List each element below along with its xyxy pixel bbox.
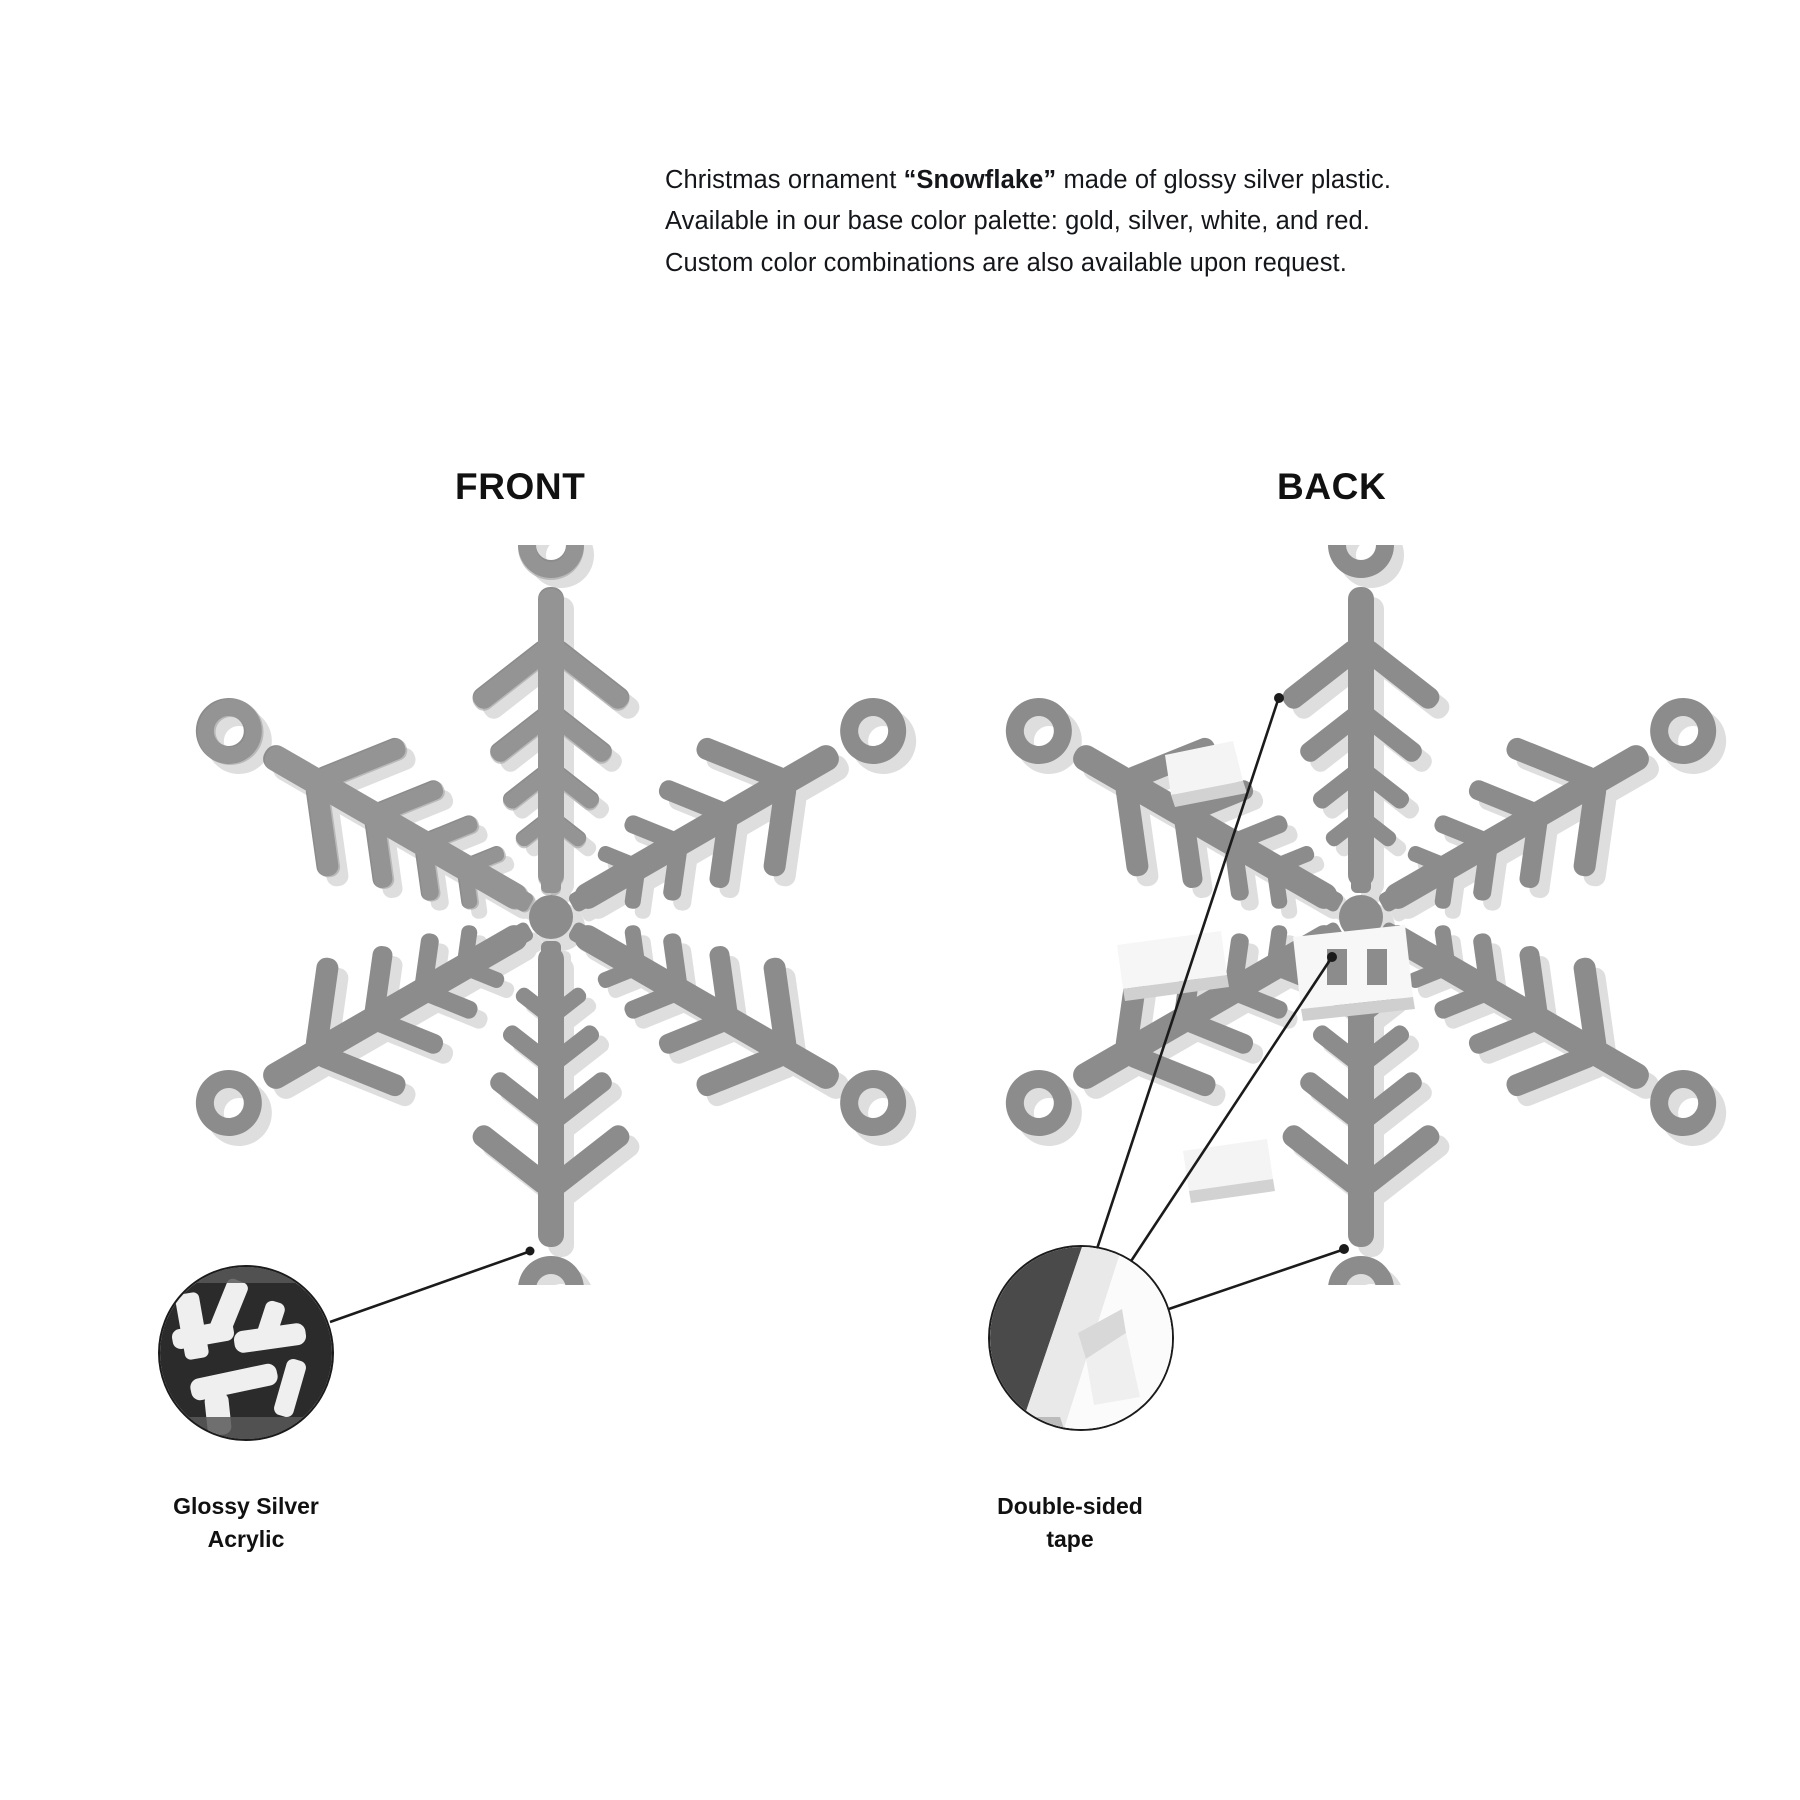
callout-back-tape — [988, 1245, 1174, 1431]
description-line-3: Custom color combinations are also available upon request. — [665, 248, 1347, 277]
snowflake-back-body — [975, 545, 1753, 1285]
description-line-1-post: made of glossy silver plastic. — [1056, 166, 1392, 194]
snowflake-front-image — [165, 545, 945, 1285]
back-view-panel — [975, 545, 1755, 1285]
view-label-front: FRONT — [455, 466, 586, 507]
callout-caption-front-line2: Acrylic — [207, 1526, 285, 1553]
callout-caption-front-line1: Glossy Silver — [173, 1493, 319, 1519]
callout-caption-back-line2: tape — [1046, 1526, 1094, 1553]
snowflake-icon — [975, 545, 1755, 1285]
callout-caption-back-line1: Double-sided — [997, 1493, 1143, 1519]
snowflake-back-image — [975, 545, 1755, 1285]
product-description — [665, 160, 1605, 284]
snowflake-icon — [165, 545, 945, 1285]
magnifier-callout-icon — [990, 1247, 1172, 1429]
front-view-panel — [165, 545, 945, 1285]
callout-caption-back — [920, 1490, 1220, 1557]
description-product-name: “Snowflake” — [903, 166, 1057, 194]
magnifier-callout-icon — [160, 1267, 332, 1439]
description-line-1-pre: Christmas ornament — [665, 166, 904, 194]
callout-caption-front — [106, 1490, 386, 1557]
description-line-1 — [665, 160, 1605, 201]
description-line-2: Available in our base color palette: gold, silver, white, and red. — [665, 207, 1370, 236]
callout-front-material — [158, 1265, 334, 1441]
view-label-back: BACK — [1277, 466, 1387, 507]
